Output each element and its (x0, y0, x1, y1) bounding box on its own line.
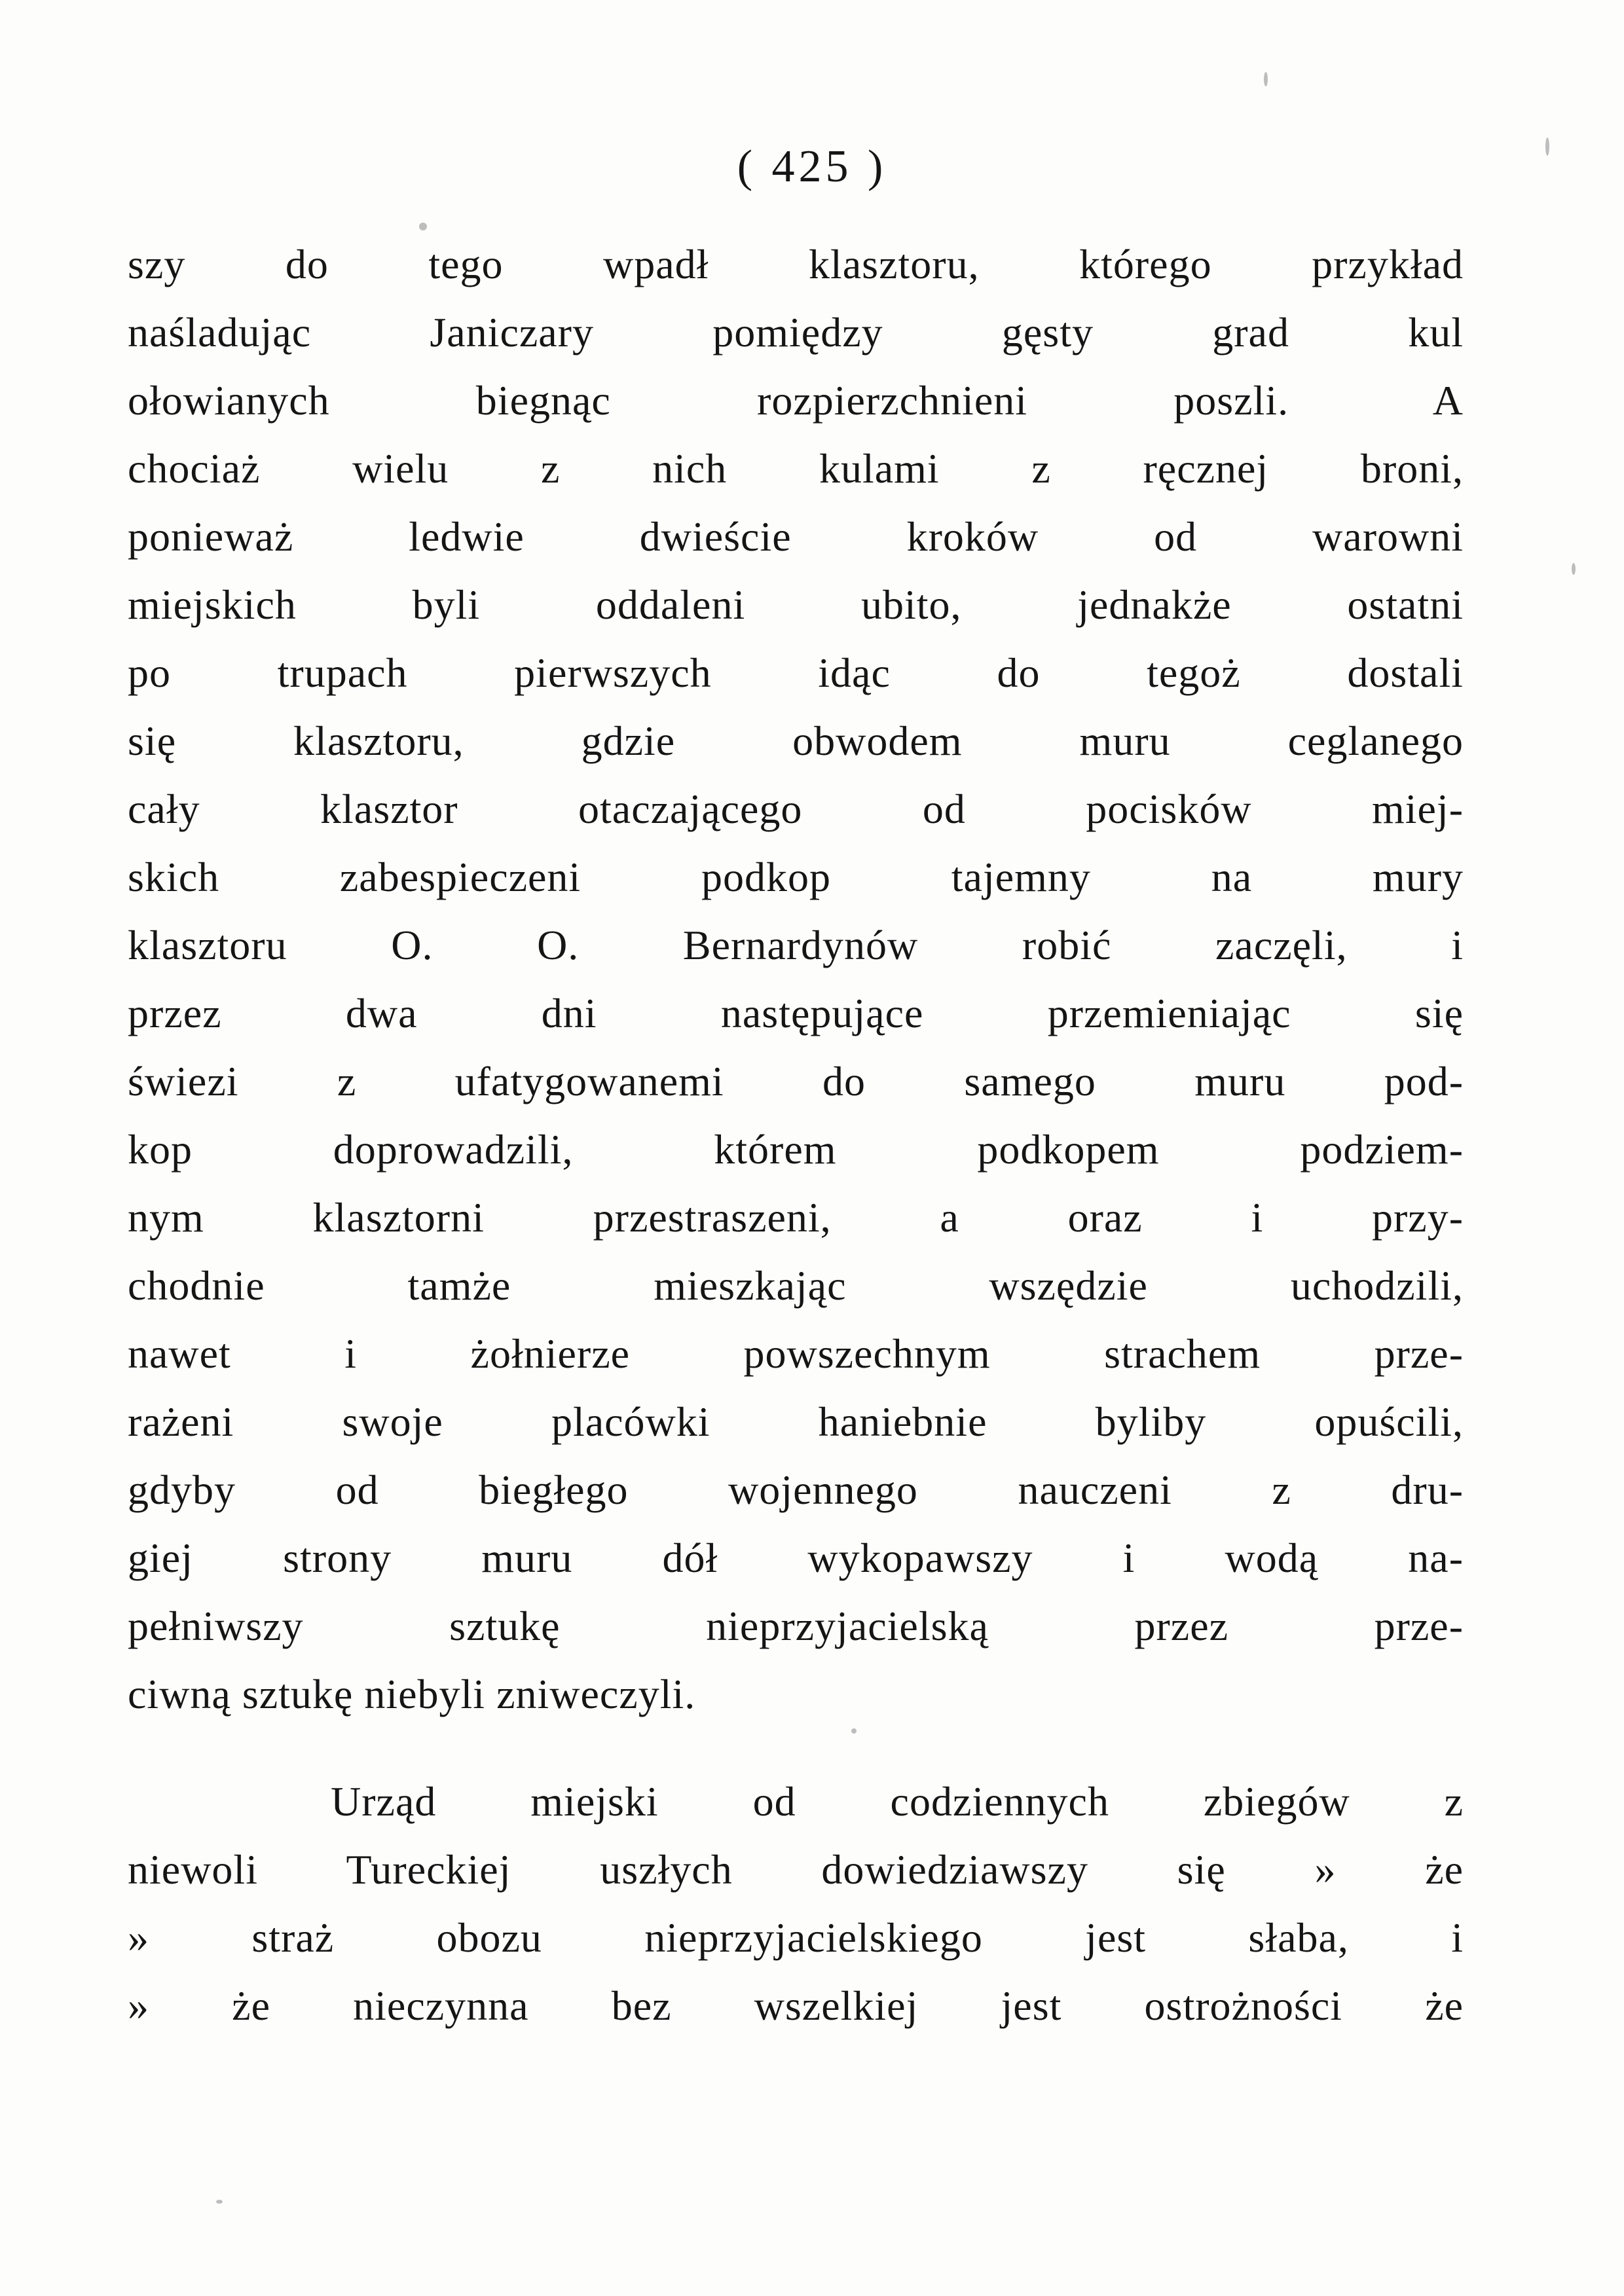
paragraph-1 (128, 230, 1464, 1728)
text-line: nawet i żołnierze powszechnym strachem prze- (128, 1330, 1464, 1377)
text-line: klasztoru O. O. Bernardynów robić zaczęli, i (128, 922, 1464, 968)
paper-speck (851, 1728, 857, 1734)
paper-speck (1264, 72, 1268, 86)
text-line: » że nieczynna bez wszelkiej jest ostrożności że (128, 1982, 1464, 2029)
text-line: » straż obozu nieprzyjacielskiego jest słaba, i (128, 1914, 1464, 1961)
text-line: rażeni swoje placówki haniebnie byliby opuścili, (128, 1398, 1464, 1445)
text-line: chodnie tamże mieszkając wszędzie uchodzili, (128, 1262, 1464, 1309)
text-line: ponieważ ledwie dwieście kroków od warowni (128, 513, 1464, 560)
paper-speck (419, 223, 427, 230)
text-line: szy do tego wpadł klasztoru, którego przykład (128, 241, 1464, 287)
text-line: naśladując Janiczary pomiędzy gęsty grad kul (128, 309, 1464, 355)
paper-speck (1545, 137, 1549, 156)
text-line: Urząd miejski od codziennych zbiegów z (331, 1778, 1464, 1825)
text-line: giej strony muru dół wykopawszy i wodą na- (128, 1535, 1464, 1581)
text-line: ołowianych biegnąc rozpierzchnieni poszli. A (128, 377, 1464, 424)
text-line: świezi z ufatygowanemi do samego muru pod- (128, 1058, 1464, 1104)
text-line: kop doprowadzili, którem podkopem podziem- (128, 1126, 1464, 1173)
text-line: miejskich byli oddaleni ubito, jednakże ostatni (128, 581, 1464, 628)
text-line: ciwną sztukę niebyli zniweczyli. (128, 1671, 696, 1717)
text-line: pełniwszy sztukę nieprzyjacielską przez prze- (128, 1603, 1464, 1649)
text-line: chociaż wielu z nich kulami z ręcznej broni, (128, 445, 1464, 492)
text-line: skich zabespieczeni podkop tajemny na mury (128, 854, 1464, 900)
text-line: po trupach pierwszych idąc do tegoż dostali (128, 649, 1464, 696)
text-line: gdyby od biegłego wojennego nauczeni z dru- (128, 1467, 1464, 1513)
text-line: cały klasztor otaczającego od pocisków miej- (128, 786, 1464, 832)
page-number: ( 425 ) (737, 141, 887, 192)
text-line: przez dwa dni następujące przemieniając się (128, 990, 1464, 1036)
paper-speck (1572, 563, 1576, 575)
text-line: niewoli Tureckiej uszłych dowiedziawszy się » że (128, 1846, 1464, 1893)
paragraph-2 (128, 1768, 1464, 2040)
paper-speck (216, 2200, 223, 2204)
text-line: nym klasztorni przestraszeni, a oraz i przy- (128, 1194, 1464, 1241)
text-line: się klasztoru, gdzie obwodem muru ceglanego (128, 718, 1464, 764)
